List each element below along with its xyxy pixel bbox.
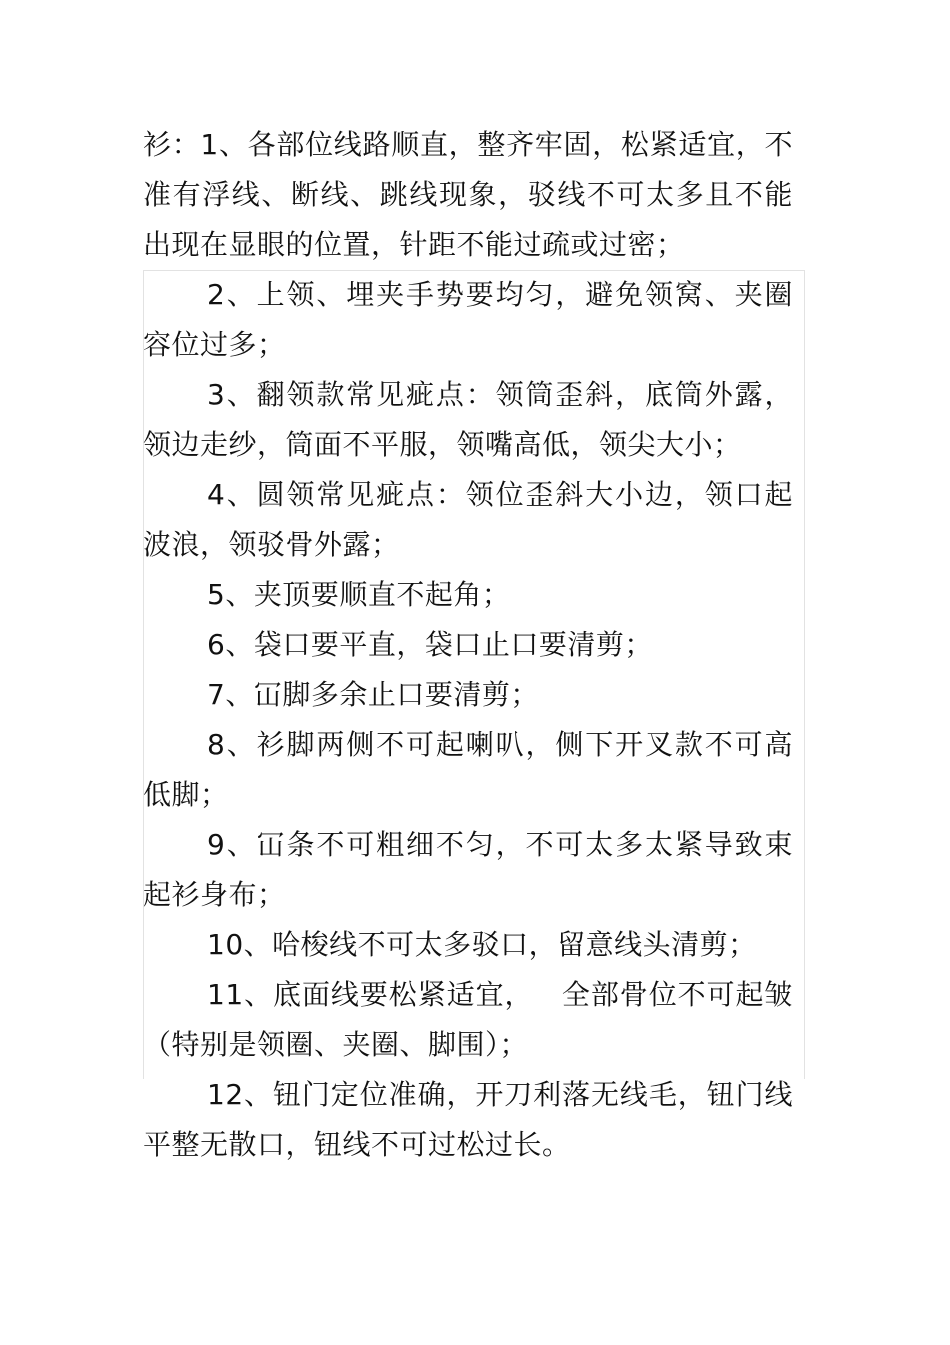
- item-11: [143, 970, 793, 1070]
- item-3: 3、翻领款常见疵点：领筒歪斜，底筒外露，领边走纱，筒面不平服，领嘴高低，领尖大小；: [143, 378, 793, 461]
- item-7: 7、冚脚多余止口要清剪；: [207, 678, 539, 711]
- item-10: 10、哈梭线不可太多驳口，留意线头清剪；: [207, 928, 757, 961]
- item-11-part1: 11、底面线要松紧适宜，: [207, 978, 534, 1011]
- item-8: 8、衫脚两侧不可起喇叭，侧下开叉款不可高低脚；: [143, 728, 793, 811]
- item-4: 4、圆领常见疵点：领位歪斜大小边，领口起波浪，领驳骨外露；: [143, 478, 793, 561]
- document-body: [143, 120, 793, 1170]
- item-5: 5、夹顶要顺直不起角；: [207, 578, 511, 611]
- item-2: 2、上领、埋夹手势要均匀，避免领窝、夹圈容位过多；: [143, 278, 793, 361]
- item-11-part2: 全部骨位不可起皱（特别是领圈、夹圈、脚围）；: [143, 978, 793, 1061]
- item-12: 12、钮门定位准确，开刀利落无线毛，钮门线平整无散口，钮线不可过松过长。: [143, 1078, 793, 1161]
- item-9: 9、冚条不可粗细不匀，不可太多太紧导致束起衫身布；: [143, 828, 793, 911]
- item-6: 6、袋口要平直，袋口止口要清剪；: [207, 628, 653, 661]
- intro-paragraph: 衫：1、各部位线路顺直，整齐牢固，松紧适宜，不准有浮线、断线、跳线现象，驳线不可太多且不能出现在显眼的位置，针距不能过疏或过密；: [143, 128, 793, 261]
